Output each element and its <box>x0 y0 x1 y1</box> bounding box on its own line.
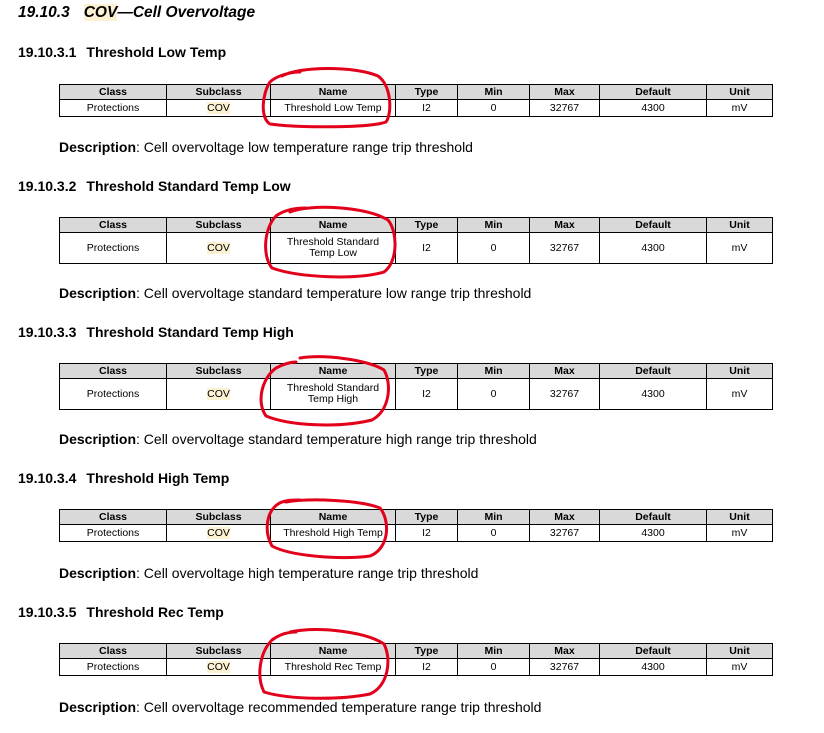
col-header-unit: Unit <box>707 85 773 100</box>
description-label: Description <box>59 139 137 155</box>
cell-max: 32767 <box>530 379 600 410</box>
section-title <box>18 44 226 60</box>
name-line-2: Temp High <box>307 393 359 405</box>
cell-max: 32767 <box>530 233 600 264</box>
description-text: : Cell overvoltage standard temperature low range trip threshold <box>136 285 532 301</box>
col-header-type: Type <box>396 85 458 100</box>
parameter-table <box>59 363 773 410</box>
name-line-2: Temp Low <box>309 247 357 259</box>
col-header-min: Min <box>458 85 530 100</box>
parameter-table <box>59 84 773 117</box>
description-text: : Cell overvoltage high temperature range trip threshold <box>136 565 479 581</box>
cell-class: Protections <box>60 379 167 410</box>
cell-unit: mV <box>707 659 773 676</box>
col-header-name: Name <box>271 218 396 233</box>
col-header-default: Default <box>600 644 707 659</box>
cell-name <box>271 233 396 264</box>
section-number: 19.10.3.3 <box>18 324 77 340</box>
parameter-table <box>59 643 773 676</box>
section-number: 19.10.3.1 <box>18 44 77 60</box>
cell-min: 0 <box>458 100 530 117</box>
cell-name: Threshold High Temp <box>271 525 396 542</box>
cell-subclass <box>167 233 271 264</box>
description <box>59 431 537 447</box>
col-header-min: Min <box>458 644 530 659</box>
heading-abbr: COV <box>83 4 118 21</box>
col-header-unit: Unit <box>707 218 773 233</box>
cell-subclass <box>167 100 271 117</box>
cell-type: I2 <box>396 659 458 676</box>
col-header-subclass: Subclass <box>167 644 271 659</box>
cell-class: Protections <box>60 233 167 264</box>
section-name: Threshold Low Temp <box>86 44 227 60</box>
table-row <box>60 233 773 264</box>
cell-name <box>271 379 396 410</box>
cell-default: 4300 <box>600 379 707 410</box>
cell-name: Threshold Low Temp <box>271 100 396 117</box>
col-header-class: Class <box>60 510 167 525</box>
parameter-table <box>59 509 773 542</box>
col-header-class: Class <box>60 218 167 233</box>
col-header-type: Type <box>396 364 458 379</box>
cell-min: 0 <box>458 659 530 676</box>
description-text: : Cell overvoltage recommended temperature range trip threshold <box>136 699 542 715</box>
section-title <box>18 324 294 340</box>
cell-min: 0 <box>458 525 530 542</box>
cell-default: 4300 <box>600 233 707 264</box>
col-header-default: Default <box>600 510 707 525</box>
col-header-type: Type <box>396 510 458 525</box>
cell-unit: mV <box>707 379 773 410</box>
cell-unit: mV <box>707 100 773 117</box>
cell-subclass <box>167 659 271 676</box>
col-header-max: Max <box>530 510 600 525</box>
description-label: Description <box>59 285 137 301</box>
col-header-subclass: Subclass <box>167 85 271 100</box>
section-number: 19.10.3.2 <box>18 178 77 194</box>
subclass-value: COV <box>207 387 230 400</box>
description-text: : Cell overvoltage standard temperature high range trip threshold <box>136 431 537 447</box>
col-header-type: Type <box>396 218 458 233</box>
col-header-name: Name <box>271 644 396 659</box>
col-header-subclass: Subclass <box>167 218 271 233</box>
cell-type: I2 <box>396 233 458 264</box>
section-name: Threshold Rec Temp <box>86 604 224 620</box>
col-header-name: Name <box>271 85 396 100</box>
col-header-default: Default <box>600 218 707 233</box>
subclass-value: COV <box>207 241 230 254</box>
table-row <box>60 525 773 542</box>
description-label: Description <box>59 565 137 581</box>
cell-subclass <box>167 379 271 410</box>
cell-class: Protections <box>60 525 167 542</box>
heading-number: 19.10.3 <box>18 4 70 21</box>
table-header-row <box>60 218 773 233</box>
section-title <box>18 604 224 620</box>
col-header-default: Default <box>600 85 707 100</box>
table-header-row <box>60 510 773 525</box>
section-name: Threshold Standard Temp Low <box>86 178 291 194</box>
page-title <box>18 4 255 22</box>
cell-min: 0 <box>458 379 530 410</box>
name-line-1: Threshold Standard <box>286 382 380 394</box>
parameter-table <box>59 217 773 264</box>
cell-class: Protections <box>60 100 167 117</box>
cell-max: 32767 <box>530 659 600 676</box>
section-number: 19.10.3.5 <box>18 604 77 620</box>
section-title <box>18 178 291 194</box>
cell-default: 4300 <box>600 525 707 542</box>
subclass-value: COV <box>207 660 230 673</box>
cell-min: 0 <box>458 233 530 264</box>
col-header-max: Max <box>530 644 600 659</box>
description <box>59 565 478 581</box>
col-header-unit: Unit <box>707 510 773 525</box>
cell-type: I2 <box>396 100 458 117</box>
cell-subclass <box>167 525 271 542</box>
cell-name: Threshold Rec Temp <box>271 659 396 676</box>
description-label: Description <box>59 699 137 715</box>
name-line-1: Threshold Standard <box>286 236 380 248</box>
cell-unit: mV <box>707 525 773 542</box>
table-row <box>60 659 773 676</box>
table-header-row <box>60 364 773 379</box>
table-row <box>60 379 773 410</box>
col-header-name: Name <box>271 364 396 379</box>
description-label: Description <box>59 431 137 447</box>
description-text: : Cell overvoltage low temperature range trip threshold <box>136 139 473 155</box>
col-header-class: Class <box>60 364 167 379</box>
cell-type: I2 <box>396 379 458 410</box>
col-header-default: Default <box>600 364 707 379</box>
section-name: Threshold Standard Temp High <box>86 324 294 340</box>
col-header-max: Max <box>530 85 600 100</box>
cell-type: I2 <box>396 525 458 542</box>
subclass-value: COV <box>207 526 230 539</box>
section-name: Threshold High Temp <box>86 470 230 486</box>
heading-title: —Cell Overvoltage <box>117 4 256 21</box>
col-header-unit: Unit <box>707 364 773 379</box>
cell-max: 32767 <box>530 100 600 117</box>
col-header-min: Min <box>458 510 530 525</box>
col-header-max: Max <box>530 218 600 233</box>
col-header-max: Max <box>530 364 600 379</box>
description <box>59 285 531 301</box>
table-header-row <box>60 85 773 100</box>
col-header-subclass: Subclass <box>167 364 271 379</box>
table-row <box>60 100 773 117</box>
cell-class: Protections <box>60 659 167 676</box>
col-header-min: Min <box>458 364 530 379</box>
col-header-type: Type <box>396 644 458 659</box>
col-header-class: Class <box>60 644 167 659</box>
cell-default: 4300 <box>600 659 707 676</box>
cell-default: 4300 <box>600 100 707 117</box>
description <box>59 699 541 715</box>
section-title <box>18 470 229 486</box>
col-header-min: Min <box>458 218 530 233</box>
col-header-class: Class <box>60 85 167 100</box>
cell-unit: mV <box>707 233 773 264</box>
col-header-name: Name <box>271 510 396 525</box>
col-header-unit: Unit <box>707 644 773 659</box>
col-header-subclass: Subclass <box>167 510 271 525</box>
section-number: 19.10.3.4 <box>18 470 77 486</box>
subclass-value: COV <box>207 101 230 114</box>
description <box>59 139 473 155</box>
table-header-row <box>60 644 773 659</box>
cell-max: 32767 <box>530 525 600 542</box>
